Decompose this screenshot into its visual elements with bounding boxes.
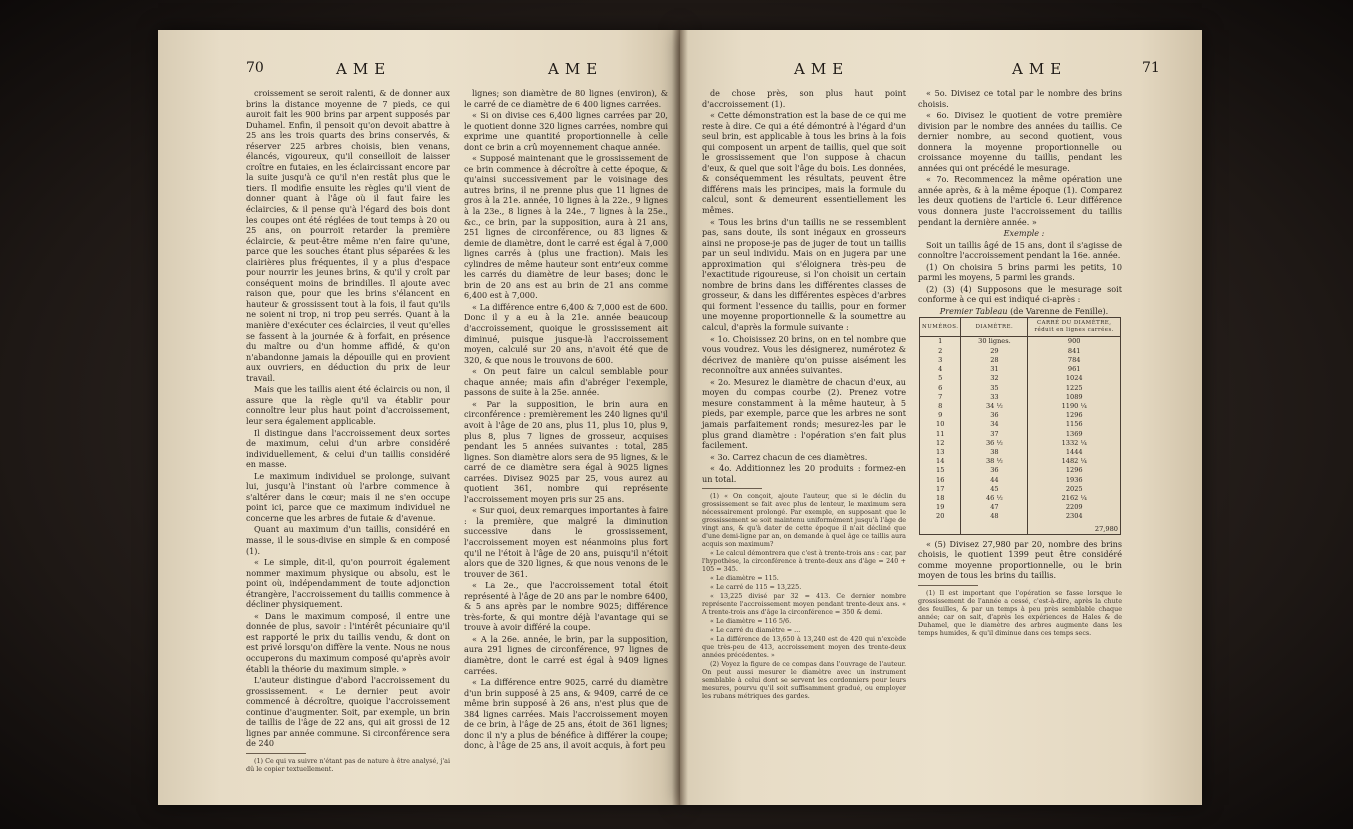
row-diametre: 44 (961, 476, 1028, 485)
paragraph: croissement se seroit ralenti, & de donner aux brins la distance moyenne de 7 pieds, ce qui auroit fait les 900 brins par arpent supposés par Duhamel. Enfin, il pensoit qu'on devoit abattre à 25 ans les trois quarts des brins conservés, & réserver 225 arbres choisis, bien venans, élancés, vigoureux, qu'il conseilloit de laisser croître en futaies, en les éclaircissant encore par la suite jusqu'à ce qu'il n'en restât plus que le tiers. Il modifie ensuite les règles qu'il vient de donner quant à l'âge où il faut faire les éclaircies, & il pense qu'à l'égard des bois dont les coupes ont été réglées de tout temps à 20 ou 25 ans, on pourroit retarder la première éclaircie, & peut-être même n'en faire qu'une, parce que les souches étant plus séparées & les clairières plus fréquentes, il y a plus d'espace pour nourrir les jeunes brins, & qu'il y croît par conséquent moins de brindilles. Il ajoute avec raison que, pour que les brins s'élancent en hauteur & grossissent tout à la fois, il faut qu'ils ne soient ni trop, ni trop peu serrés. Quant à la manière d'exécuter ces éclaircies, il veut qu'elles se fassent à la journée & à forfait, en présence du maître ou d'un homme affidé, & qu'on n'abandonne jamais la dépouille qui en provient aux ouvriers, en déduction du prix de leur travail. (246, 88, 450, 383)
page-number: 71 (1142, 60, 1160, 76)
paragraph: « Dans le maximum composé, il entre une donnée de plus, savoir : l'intérêt pécuniaire qu'il est rapporté le prix du taillis vendu, & dont on est privé lorsqu'on diffère la vente. Nous ne nous occuperons du maximum composé qu'après avoir établi la théorie du maximum simple. » (246, 610, 450, 674)
row-number: 10 (920, 420, 961, 429)
empty-cell (961, 522, 1028, 535)
row-carre: 1936 (1028, 476, 1121, 485)
table-row (920, 512, 1121, 521)
table-row (920, 466, 1121, 475)
row-number: 15 (920, 466, 961, 475)
row-carre: 1296 (1028, 466, 1121, 475)
paragraph: « 4o. Additionnez les 20 produits : formez-en un total. (702, 463, 906, 484)
table-row (920, 476, 1121, 485)
right-running-head (702, 60, 1184, 80)
left-running-head (246, 60, 662, 80)
paragraph: « 6o. Divisez le quotient de votre première division par le nombre des années du taillis. Ce dernier nombre, au second quotient, vous donnera la moyenne proportionnelle ou croissance moyenne du taillis, pendant les années qui ont précédé le mesurage. (918, 110, 1122, 173)
paragraph: de chose près, son plus haut point d'accroissement (1). (702, 88, 906, 109)
row-diametre: 32 (961, 374, 1028, 383)
row-number: 4 (920, 365, 961, 374)
row-diametre: 45 (961, 485, 1028, 494)
paragraph: (2) (3) (4) Supposons que le mesurage soit conforme à ce qui est indiqué ci-après : (918, 283, 1122, 305)
right-column-1 (702, 88, 906, 701)
row-diametre: 36 (961, 411, 1028, 420)
row-number: 9 (920, 411, 961, 420)
table-row (920, 402, 1121, 411)
paragraph: « Sur quoi, deux remarques importantes à faire : la première, que malgré la diminution successive dans le grossissement, l'accroissement moyen est néanmoins plus fort qu'il ne l'étoit à l'âge de 20 ans, puisqu'il n'étoit alors que de 320 lignes, & que nous venons de le trouver de 361. (464, 505, 668, 579)
table-row (920, 448, 1121, 457)
table-row (920, 347, 1121, 356)
footnote: (1) « On conçoit, ajoute l'auteur, que si le déclin du grossissement se fait avec plus de lenteur, le maximum sera nécessairement prolongé. Par exemple, en supposant que le grossissement se soit maintenu uniformément jusqu'à l'âge de vingt ans, & qu'à dater de cette époque il n'ait décliné que d'une demi-ligne par an, on demande à quel âge ce taillis aura acquis son maximum? (702, 492, 906, 549)
row-carre: 784 (1028, 356, 1121, 365)
row-number: 6 (920, 384, 961, 393)
row-diametre: 47 (961, 503, 1028, 512)
row-carre: 1190 ¼ (1028, 402, 1121, 411)
paragraph: « Par la supposition, le brin aura en circonférence : premièrement les 240 lignes qu'il avoit à l'âge de 20 ans, plus 11, plus 10, plus 9, plus 8, plus 7 lignes de grosseur, acquises pendant les 5 années suivantes : total, 285 lignes. Son diamètre alors sera de 95 lignes, & le carré de ce diamètre sera égal à 9025 lignes carrées. Divisez 9025 par 25, vous aurez au quotient 361, nombre qui représente l'accroissement moyen pris sur 25 ans. (464, 398, 668, 504)
table-row (920, 356, 1121, 365)
table-row (920, 439, 1121, 448)
row-carre: 1369 (1028, 430, 1121, 439)
steps-continued (918, 88, 1122, 227)
row-carre: 961 (1028, 365, 1121, 374)
footnote: « Le carré du diamètre = ... (710, 626, 801, 635)
footnote: (1) Ce qui va suivre n'étant pas de nature à être analysé, j'ai dû le copier textuellement. (246, 756, 450, 773)
row-number: 5 (920, 374, 961, 383)
running-title-right: AME (548, 60, 604, 78)
row-number: 14 (920, 457, 961, 466)
table-row (920, 503, 1121, 512)
table-row (920, 384, 1121, 393)
row-diametre: 36 (961, 466, 1028, 475)
row-diametre: 37 (961, 430, 1028, 439)
row-number: 1 (920, 337, 961, 347)
row-number: 17 (920, 485, 961, 494)
row-number: 11 (920, 430, 961, 439)
paragraph: L'auteur distingue d'abord l'accroissement du grossissement. « Le dernier peut avoir commencé à décroître, quoique l'accroissement continue d'augmenter. Soit, par exemple, un brin de taillis de l'âge de 22 ans, qui ait grossi de 12 lignes par année commune. Si circonférence sera de 240 (246, 675, 450, 749)
row-carre: 1225 (1028, 384, 1121, 393)
footnote: « La différence de 13,650 à 13,240 est de 420 qui n'excède que très-peu de 413, accroissement moyen des trente-deux années précédentes. » (702, 635, 906, 660)
paragraph: « 5o. Divisez ce total par le nombre des brins choisis. (918, 88, 1122, 109)
paragraph: « Cette démonstration est la base de ce qui me reste à dire. Ce qui a été démontré à l'égard d'un seul brin, est applicable à tous les brins à la fois qui composent un arpent de taillis, quel que soit le grossissement que l'on suppose à chacun d'eux, & quel que soit l'âge du bois. Les données, & conséquemment les résultats, peuvent être différens mais les principes, mais la formule du calcul, sont & demeurent essentiellement les mêmes. (702, 110, 906, 216)
paragraph: « 3o. Carrez chacun de ces diamètres. (710, 451, 868, 462)
footnote: (2) Voyez la figure de ce compas dans l'ouvrage de l'auteur. On peut aussi mesurer le diamètre avec un instrument semblable à celui dont se servent les cordonniers pour leurs mesures, pourvu qu'il soit suffisamment gradué, ou employer les rubans métriques des gardes. (702, 660, 906, 701)
row-carre: 2304 (1028, 512, 1121, 521)
footnote: « Le carré de 115 = 13,225. (710, 583, 802, 592)
row-number: 13 (920, 448, 961, 457)
row-carre: 1332 ¼ (1028, 439, 1121, 448)
division-step (918, 539, 1122, 581)
row-carre: 900 (1028, 337, 1121, 347)
left-column-2 (464, 88, 668, 752)
row-diametre: 28 (961, 356, 1028, 365)
row-carre: 2162 ¼ (1028, 494, 1121, 503)
table-total-row (920, 522, 1121, 535)
paragraph: « 1o. Choisissez 20 brins, on en tel nombre que vous voudrez. Vous les désignerez, numérotez & décrivez de manière qu'on puisse aisément les reconnoître aux années suivantes. (702, 333, 906, 376)
paragraph: Il distingue dans l'accroissement deux sortes de maximum, celui d'un arbre considéré individuellement, & celui d'un taillis considéré en masse. (246, 427, 450, 470)
row-number: 16 (920, 476, 961, 485)
row-number: 3 (920, 356, 961, 365)
paragraph: « A la 26e. année, le brin, par la supposition, aura 291 lignes de circonférence, 97 lignes de diamètre, dont le carré est égal à 9409 lignes carrées. (464, 633, 668, 676)
table-total: 27,980 (1028, 522, 1121, 535)
row-diametre: 34 ½ (961, 402, 1028, 411)
row-diametre: 35 (961, 384, 1028, 393)
row-carre: 2025 (1028, 485, 1121, 494)
row-diametre: 33 (961, 393, 1028, 402)
row-carre: 1089 (1028, 393, 1121, 402)
paragraph: « (5) Divisez 27,980 par 20, nombre des brins choisis, le quotient 1399 peut être considéré comme moyenne proportionnelle, ou le brin moyen de tous les brins du taillis. (918, 538, 1122, 581)
row-diametre: 34 (961, 420, 1028, 429)
example-heading: Exemple : (1003, 228, 1045, 239)
table-row (920, 420, 1121, 429)
paragraph: « 2o. Mesurez le diamètre de chacun d'eux, au moyen du compas courbe (2). Prenez votre mesure constamment à la même hauteur, à 5 pieds, par exemple, parce que les arbres ne sont jamais parfaitement ronds; mesurez-les par le plus grand diamètre : l'opération s'en fait plus facilement. (702, 376, 906, 451)
table-row (920, 485, 1121, 494)
footnote-rule (918, 585, 978, 586)
page-number: 70 (246, 60, 264, 76)
paragraph: « Tous les brins d'un taillis ne se ressemblent pas, sans doute, ils sont inégaux en grosseurs ainsi ne propose-je pas de juger de tout un taillis par un seul individu. Mais on en jugera par une approximation qui s'éloignera très-peu de l'exactitude rigoureuse, si l'on choisit un certain nombre de brins dans les différentes classes de grosseur, & dans les différentes espèces d'arbres qui forment l'essence du taillis, pour en former une moyenne proportionnelle & la soumettre au calcul, d'après la formule suivante : (702, 216, 906, 333)
running-title-left: AME (794, 60, 850, 78)
row-number: 7 (920, 393, 961, 402)
row-carre: 841 (1028, 347, 1121, 356)
col-header-carre: CARRÉ DU DIAMÈTRE, réduit en lignes carrées. (1028, 318, 1121, 337)
paragraph: « Si on divise ces 6,400 lignes carrées par 20, le quotient donne 320 lignes carrées, nombre qui exprime une quantité proportionnelle à celle dont ce brin a crû moyennement chaque année. (464, 110, 668, 152)
row-diametre: 46 ½ (961, 494, 1028, 503)
paragraph: « On peut faire un calcul semblable pour chaque année; mais afin d'abréger l'exemple, passons de suite à la 25e. année. (464, 366, 668, 398)
row-diametre: 30 lignes. (961, 337, 1028, 347)
table-row (920, 337, 1121, 347)
table-title-rest: (de Varenne de Fenille). (1010, 305, 1109, 316)
paragraph: « Le simple, dit-il, qu'on pourroit également nommer maximum physique ou absolu, est le point où, indépendamment de toute adjonction étrangère, l'accroissement du taillis commence à décliner physiquement. (246, 557, 450, 610)
paragraph: Quant au maximum d'un taillis, considéré en masse, il le sous-divise en simple & en composé (1). (246, 524, 450, 556)
row-carre: 1482 ¼ (1028, 457, 1121, 466)
table-title-italic: Premier Tableau (939, 305, 1008, 316)
row-number: 19 (920, 503, 961, 512)
row-carre: 1156 (1028, 420, 1121, 429)
row-diametre: 31 (961, 365, 1028, 374)
footnote: (1) Il est important que l'opération se fasse lorsque le grossissement de l'année a cessé, c'est-à-dire, après la chute des feuilles, & par un temps à peu près semblable chaque année; car on sait, d'après les expériences de Hales & de Duhamel, que le diamètre des arbres augmente dans les temps humides, & qu'il diminue dans ces temps secs. (918, 588, 1122, 637)
right-column-2 (918, 88, 1122, 638)
measurement-table (919, 317, 1121, 534)
footnote: « Le diamètre = 116 5/6. (710, 617, 792, 626)
paragraph: (1) On choisira 5 brins parmi les petits, 10 parmi les moyens, 5 parmi les grands. (918, 261, 1122, 283)
right-page (680, 30, 1202, 805)
table-body (920, 337, 1121, 534)
running-title-left: AME (336, 60, 392, 78)
left-page (158, 30, 680, 805)
footnote: « Le calcul démontrera que c'est à trente-trois ans : car, par l'hypothèse, la circonférence à trente-deux ans d'âge = 240 + 105 = 345. (702, 549, 906, 574)
row-carre: 1444 (1028, 448, 1121, 457)
table-row (920, 494, 1121, 503)
row-carre: 2209 (1028, 503, 1121, 512)
footnote-rule (702, 488, 762, 489)
row-diametre: 38 (961, 448, 1028, 457)
row-number: 12 (920, 439, 961, 448)
footnote: « Le diamètre = 115. (710, 574, 779, 583)
paragraph: « La différence entre 6,400 & 7,000 est de 600. Donc il y a eu à la 21e. année beaucoup d'accroissement, quoique le grossissement ait diminué, puisque jusque-là l'accroissement moyen, calculé sur 20 ans, n'avoit été que de 320, & que nous le trouvons de 600. (464, 301, 668, 365)
row-number: 2 (920, 347, 961, 356)
paragraph: lignes; son diamètre de 80 lignes (environ), & le carré de ce diamètre de 6 400 lignes carrées. (464, 88, 668, 109)
row-number: 20 (920, 512, 961, 521)
row-diametre: 38 ½ (961, 457, 1028, 466)
example-setup (918, 240, 1122, 305)
table-row (920, 374, 1121, 383)
running-title-right: AME (1012, 60, 1068, 78)
paragraph: Mais que les taillis aient été éclaircis ou non, il assure que la règle qu'il va établir pour connoître leur plus haut point d'accroissement, leur sera également applicable. (246, 384, 450, 426)
row-diametre: 48 (961, 512, 1028, 521)
paragraph: Le maximum individuel se prolonge, suivant lui, jusqu'à l'instant où l'arbre commence à s'altérer dans le cœur; mais il ne s'en occupe point ici, parce que ce maximum individuel ne concerne que les arbres de futaie & d'avenue. (246, 470, 450, 523)
table-row (920, 411, 1121, 420)
row-diametre: 29 (961, 347, 1028, 356)
row-diametre: 36 ½ (961, 439, 1028, 448)
table-row (920, 457, 1121, 466)
empty-cell (920, 522, 961, 535)
col-header-diametre: DIAMÈTRE. (961, 318, 1028, 337)
paragraph: « 7o. Recommencez la même opération une année après, & à la même époque (1). Comparez les deux quotiens de l'article 6. Leur différence vous donnera juste l'accroissement du taillis pendant la dernière année. » (918, 174, 1122, 227)
row-carre: 1024 (1028, 374, 1121, 383)
paragraph: « La 2e., que l'accroissement total étoit représenté à l'âge de 20 ans par le nombre 6400, & 5 ans après par le nombre 9025; différence très-forte, & qui montre déjà l'avantage qui se trouve à avoir différé la coupe. (464, 580, 668, 633)
footnote: « 13,225 divisé par 32 = 413. Ce dernier nombre représente l'accroissement moyen pendant trente-deux ans. « A trente-trois ans d'âge la circonférence = 350 & demi. (702, 592, 906, 617)
row-number: 18 (920, 494, 961, 503)
row-number: 8 (920, 402, 961, 411)
table-row (920, 430, 1121, 439)
table-row (920, 393, 1121, 402)
paragraph: « Supposé maintenant que le grossissement de ce brin commence à décroître à cette époque, & qu'ainsi successivement par le voisinage des autres brins, il ne prenne plus que 11 lignes de gros à la 21e. année, 10 lignes à la 22e., 9 lignes à la 23e., 8 lignes à la 24e., 7 lignes à la 25e., &c., ce brin, par la supposition, aura à 21 ans, 251 lignes de circonférence, ou 83 lignes & demie de diamètre, dont le carré est égal à 7,000 lignes carrés à (plus une fraction). Mais les cylindres de même hauteur sont entr'eux comme les carrés du diamètre de leur bases; donc le brin de 20 ans est au brin de 21 ans comme 6,400 est à 7,000. (464, 153, 668, 301)
table-title (918, 306, 1122, 317)
paragraph: Soit un taillis âgé de 15 ans, dont il s'agisse de connoître l'accroissement pendant la 16e. année. (918, 239, 1122, 261)
footnote-rule (246, 753, 306, 754)
table-row (920, 365, 1121, 374)
paragraph: « La différence entre 9025, carré du diamètre d'un brin supposé à 25 ans, & 9409, carré de ce même brin supposé à 26 ans, n'est plus que de 384 lignes carrées. Mais l'accroissement moyen de ce brin, à l'âge de 25 ans, étoit de 361 lignes; donc il n'y a plus de bénéfice à différer la coupe; donc, à l'âge de 25 ans, il avoit acquis, à fort peu (464, 677, 668, 751)
left-column-1 (246, 88, 450, 774)
col-header-numeros: NUMÉROS. (920, 318, 961, 337)
row-carre: 1296 (1028, 411, 1121, 420)
